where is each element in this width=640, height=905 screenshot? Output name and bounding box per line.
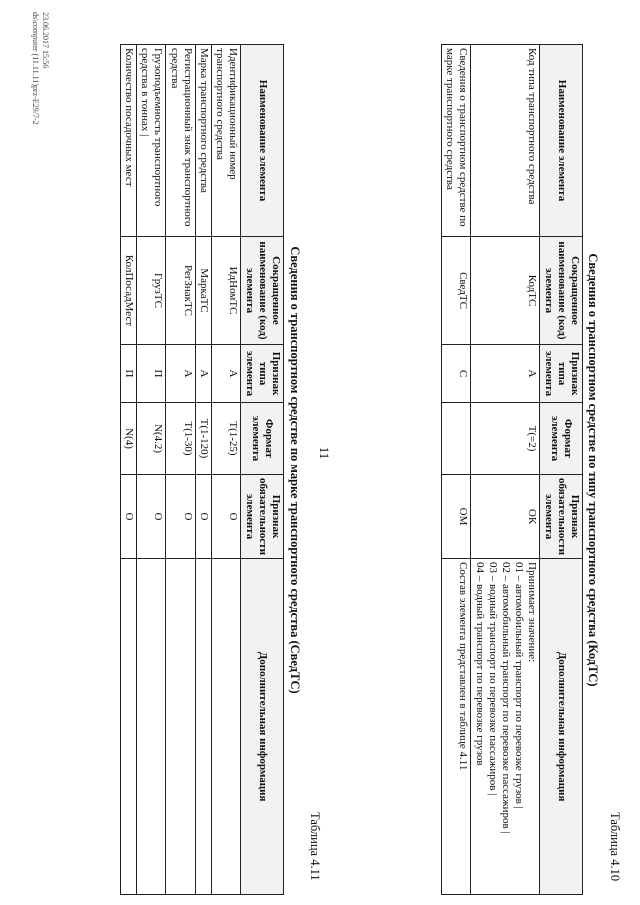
table1-header-name: Наименование элемента bbox=[540, 45, 583, 237]
info-item: 01 – автомобильный транспорт по перевозке грузов | bbox=[513, 562, 526, 809]
table1-cell-format bbox=[442, 403, 471, 475]
table1-header-type: Признак типа элемента bbox=[540, 345, 583, 403]
table1-cell-mandatory: ОМ bbox=[442, 475, 471, 559]
table1-header-format: Формат элемента bbox=[540, 403, 583, 475]
table2-wrap bbox=[120, 44, 284, 895]
table2-cell-type: А bbox=[166, 345, 195, 403]
table2-cell-type: А bbox=[195, 345, 211, 403]
table2-cell-code: ГрузТС bbox=[137, 237, 166, 345]
table2-cell-mandatory: О bbox=[212, 475, 241, 559]
table1-cell-type: С bbox=[442, 345, 471, 403]
table2-cell-mandatory: О bbox=[195, 475, 211, 559]
table-row bbox=[166, 45, 195, 895]
table2-cell-name: Идентификационный номер транспортного средства bbox=[212, 45, 241, 237]
table2-cell-name: Марка транспортного средства bbox=[195, 45, 211, 237]
table1-cell-name: Сведения о транспортном средстве по марке транспортного средства bbox=[442, 45, 471, 237]
table1-label: Таблица 4.10 bbox=[608, 812, 622, 882]
table2-label: Таблица 4.11 bbox=[308, 812, 322, 881]
info-item: 03 – водный транспорт по перевозке пассажиров | bbox=[486, 562, 499, 796]
table1-cell-mandatory: ОК bbox=[471, 475, 540, 559]
table1-title: Сведения о транспортном средстве по типу транспортного средства (КодТС) bbox=[586, 253, 600, 687]
table2-header-type: Признак типа элемента bbox=[241, 345, 284, 403]
table2-cell-info bbox=[195, 559, 211, 895]
table2-header-info: Дополнительная информация bbox=[241, 559, 284, 895]
table-row bbox=[442, 45, 471, 895]
table2-cell-name: Грузоподъемность транспортного средства в тоннах | bbox=[137, 45, 166, 237]
table2-cell-code: РегЗнакТС bbox=[166, 237, 195, 345]
table2-cell-mandatory: О bbox=[166, 475, 195, 559]
footer-line-1: 23.06.2017 15:56 bbox=[41, 12, 50, 69]
table1-header-info: Дополнительная информация bbox=[540, 559, 583, 895]
table-row bbox=[471, 45, 540, 895]
table2-cell-format: T(1-30) bbox=[166, 403, 195, 475]
table2-cell-info bbox=[166, 559, 195, 895]
table2-header-format: Формат элемента bbox=[241, 403, 284, 475]
page-number: 11 bbox=[317, 446, 332, 460]
table2-cell-info bbox=[137, 559, 166, 895]
table1-cell-info bbox=[471, 559, 540, 895]
table-row bbox=[120, 45, 136, 895]
table2-cell-info bbox=[120, 559, 136, 895]
info-item: 04 – водный транспорт по перевозке грузов bbox=[473, 562, 486, 766]
table2-cell-format: T(1-25) bbox=[212, 403, 241, 475]
table1-cell-info: Состав элемента представлен в таблице 4.11 bbox=[442, 559, 471, 895]
table1-header-mandatory: Признак обязательности элемента bbox=[540, 475, 583, 559]
table2-cell-mandatory: О bbox=[137, 475, 166, 559]
table2-header-mandatory: Признак обязательности элемента bbox=[241, 475, 284, 559]
table2-cell-type: П bbox=[120, 345, 136, 403]
table2-header-code: Сокращенное наименование (код) элемента bbox=[241, 237, 284, 345]
table2-cell-type: А bbox=[212, 345, 241, 403]
table2-cell-format: T(1-120) bbox=[195, 403, 211, 475]
table2-cell-type: П bbox=[137, 345, 166, 403]
table2-cell-format: N(4) bbox=[120, 403, 136, 475]
footer-line-2: ds\computer (11.11.11)prz-E29/7-2 bbox=[31, 12, 40, 125]
table1-header-row bbox=[540, 45, 583, 895]
table2-cell-info bbox=[212, 559, 241, 895]
table2-cell-format: N(4.2) bbox=[137, 403, 166, 475]
table1-cell-name: Код типа транспортного средства bbox=[471, 45, 540, 237]
table1 bbox=[441, 44, 583, 895]
table2-cell-name: Количество посадочных мест bbox=[120, 45, 136, 237]
table2-cell-code: КолПосадМест bbox=[120, 237, 136, 345]
table2-cell-mandatory: О bbox=[120, 475, 136, 559]
table2-header-row bbox=[241, 45, 284, 895]
table2-cell-code: ИдНомТС bbox=[212, 237, 241, 345]
table1-wrap bbox=[441, 44, 583, 895]
table2-title: Сведения о транспортном средстве по марке транспортного средства (СведТС) bbox=[288, 246, 302, 694]
table-row bbox=[195, 45, 211, 895]
table2-header-name: Наименование элемента bbox=[241, 45, 284, 237]
info-item: 02 – автомобильный транспорт по перевозке пассажиров | bbox=[500, 562, 513, 834]
table-row bbox=[212, 45, 241, 895]
table2-cell-code: МаркаТС bbox=[195, 237, 211, 345]
table2-cell-name: Регистрационный знак транспортного средства bbox=[166, 45, 195, 237]
table1-cell-format: T(=2) bbox=[471, 403, 540, 475]
table1-header-code: Сокращенное наименование (код) элемента bbox=[540, 237, 583, 345]
table1-cell-type: А bbox=[471, 345, 540, 403]
info-intro: Принимает значение: bbox=[526, 562, 539, 663]
document-footer bbox=[30, 12, 50, 125]
table1-cell-code: СведТС bbox=[442, 237, 471, 345]
table2 bbox=[120, 44, 284, 895]
table1-cell-code: КодТС bbox=[471, 237, 540, 345]
table-row bbox=[137, 45, 166, 895]
